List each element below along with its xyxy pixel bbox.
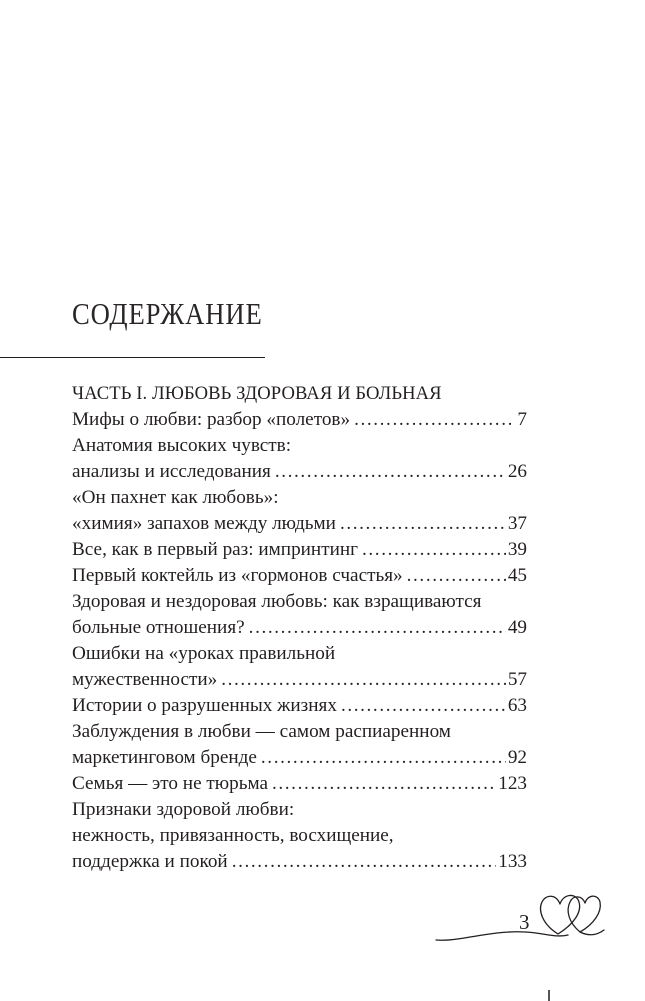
toc-entry-title: Здоровая и нездоровая любовь: как взращиваются [72,591,482,612]
dot-leader [340,511,506,537]
toc-entry-title: Семья — это не тюрьма [72,773,268,794]
toc-entry-continuation [72,797,527,823]
toc-entry-title: маркетинговом бренде [72,747,257,768]
toc-entry [72,771,527,797]
toc-page-number: 92 [507,747,527,768]
toc-entry-title: анализы и исследования [72,461,271,482]
dot-leader [407,563,506,589]
toc-entry-title: мужественности» [72,669,218,690]
toc-page-number: 39 [507,539,527,560]
toc-page-number: 7 [517,409,527,430]
page-number: 3 [519,910,530,934]
dot-leader [261,745,506,771]
toc-entry [72,667,527,693]
toc-entry-title: «Он пахнет как любовь»: [72,487,279,508]
toc-entry [72,407,527,433]
toc-page-number: 49 [507,617,527,638]
toc-entry [72,693,527,719]
toc-entry-title: Мифы о любви: разбор «полетов» [72,409,351,430]
toc-entry-continuation [72,641,527,667]
toc-entry [72,563,527,589]
toc-entry-continuation [72,719,527,745]
table-of-contents [72,381,527,875]
toc-entry-title: Истории о разрушенных жизнях [72,695,337,716]
dot-leader [272,771,496,797]
toc-entry-continuation [72,589,527,615]
toc-page-number: 63 [507,695,527,716]
toc-entry-title: поддержка и покой [72,851,228,872]
toc-entry-title: Признаки здоровой любви: [72,799,295,820]
toc-entry-title: Заблуждения в любви — самом распиаренном [72,721,451,742]
toc-entry-title: Анатомия высоких чувств: [72,435,292,456]
toc-entry-title: нежность, привязанность, восхищение, [72,825,394,846]
dot-leader [221,667,506,693]
toc-entry-continuation [72,433,527,459]
toc-entry [72,511,527,537]
toc-entry-continuation [72,823,527,849]
dot-leader [275,459,506,485]
crop-mark [548,990,550,1001]
dot-leader [341,693,506,719]
toc-entry-title: Ошибки на «уроках правильной [72,643,336,664]
toc-page-number: 123 [498,773,527,794]
toc-page-number: 37 [507,513,527,534]
toc-entry-continuation [72,485,527,511]
page-title: СОДЕРЖАНИЕ [72,296,263,331]
toc-page-number: 45 [507,565,527,586]
toc-page-number: 26 [507,461,527,482]
toc-entry-title: «химия» запахов между людьми [72,513,336,534]
dot-leader [362,537,506,563]
toc-entry [72,615,527,641]
toc-entry [72,537,527,563]
toc-part-heading: ЧАСТЬ I. ЛЮБОВЬ ЗДОРОВАЯ И БОЛЬНАЯ [72,383,442,404]
toc-entry [72,459,527,485]
dot-leader [249,615,506,641]
title-divider [0,357,265,358]
toc-entry-title: Все, как в первый раз: импринтинг [72,539,358,560]
toc-entry-title: Первый коктейль из «гормонов счастья» [72,565,403,586]
toc-entry [72,745,527,771]
toc-entry-title: больные отношения? [72,617,245,638]
toc-page-number: 133 [498,851,527,872]
toc-page-number: 57 [507,669,527,690]
dot-leader [354,407,515,433]
